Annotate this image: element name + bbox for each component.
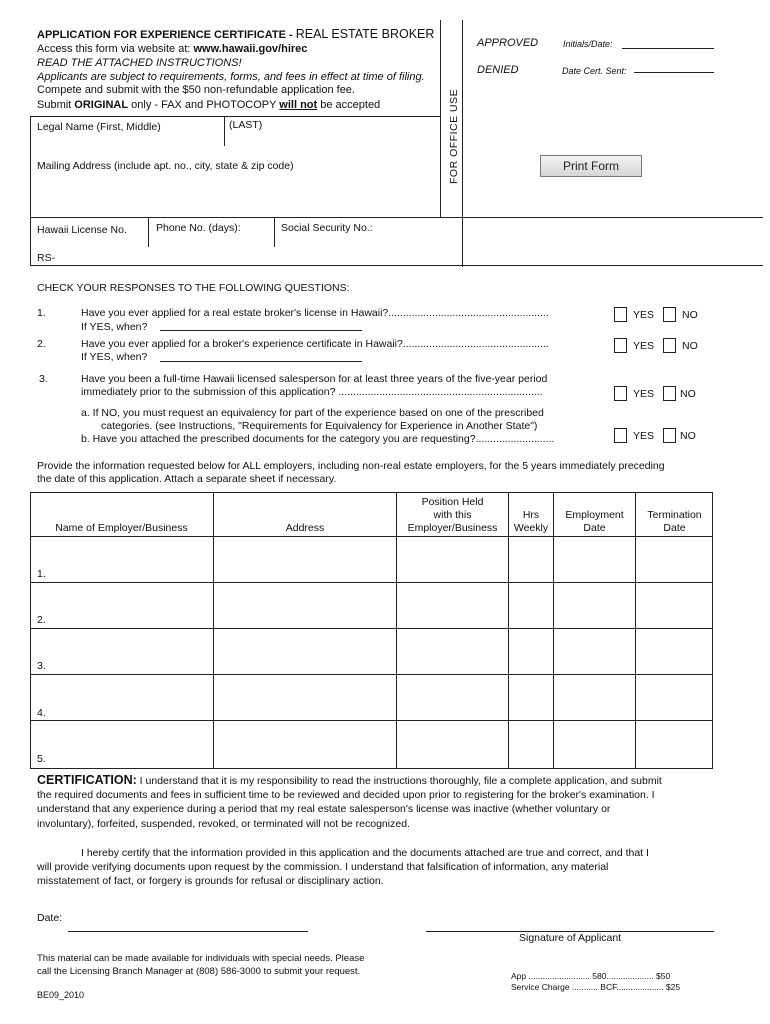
special-needs-line2: call the Licensing Branch Manager at (808) 586-3000 to submit your request.	[37, 966, 361, 977]
q3-no-checkbox[interactable]	[663, 386, 676, 401]
col-header-position-line1: Position Held	[421, 496, 484, 508]
phone-divider	[274, 217, 275, 247]
mailing-address-label: Mailing Address (include apt. no., city, state & zip code)	[37, 160, 294, 172]
office-use-label: FOR OFFICE USE	[448, 88, 460, 184]
office-divider	[440, 20, 441, 218]
subject-line: Applicants are subject to requirements, forms, and fees in effect at time of filing.	[37, 71, 425, 83]
q3a-line2: categories. (see Instructions, "Requirements for Equivalency for Experience in Another State")	[101, 420, 538, 432]
col-header-hrs-line2: Weekly	[513, 522, 549, 534]
q3a-line1: a. If NO, you must request an equivalency for part of the experience based on one of the prescribed	[81, 407, 544, 419]
approved-label: APPROVED	[477, 37, 539, 49]
q1-no-checkbox[interactable]	[663, 307, 676, 322]
col-header-position	[397, 496, 508, 535]
rs-prefix-label: RS-	[37, 252, 56, 264]
certification-p2-line3: misstatement of fact, or forgery is grounds for refusal or disciplinary action.	[37, 875, 384, 887]
col-header-termination-date	[636, 509, 713, 535]
fee-app: App .......................... 580.................... $50	[511, 971, 671, 981]
ssn-field[interactable]	[276, 234, 438, 246]
q3-no-label: NO	[680, 388, 696, 400]
mailing-address-field[interactable]	[31, 173, 439, 215]
q3-number: 3.	[39, 373, 48, 385]
certification-heading: CERTIFICATION:	[37, 773, 137, 787]
license-divider	[148, 217, 149, 247]
phone-label: Phone No. (days):	[156, 222, 241, 234]
col-header-hrs-line1: Hrs	[522, 509, 540, 521]
initials-date-line[interactable]	[622, 48, 714, 49]
q2-number: 2.	[37, 338, 46, 350]
q1-when-line[interactable]	[160, 330, 362, 331]
q3-text-line2: immediately prior to the submission of this application? ......................................................................	[81, 386, 543, 398]
col-header-termination-line1: Termination	[647, 509, 702, 521]
form-title-main: REAL ESTATE BROKER	[295, 27, 435, 41]
certification-p1-line2: the required documents and fees in sufficient time to be reviewed and decided upon prior to registering for the broker's examination. I	[37, 789, 655, 801]
q1-text: Have you ever applied for a real estate broker's license in Hawaii?.......................................................	[81, 307, 549, 319]
ssn-label: Social Security No.:	[281, 222, 373, 234]
denied-label: DENIED	[477, 64, 519, 76]
submit-will-not: will not	[279, 99, 318, 111]
license-row-top	[30, 217, 763, 218]
q1-yes-checkbox[interactable]	[614, 307, 627, 322]
employer-name-field[interactable]	[50, 630, 212, 673]
submit-post: be accepted	[317, 99, 381, 111]
q1-no-label: NO	[682, 309, 698, 321]
table-row-number: 5.	[37, 753, 46, 765]
license-number-field[interactable]	[55, 248, 435, 262]
col-header-address: Address	[285, 522, 325, 534]
date-cert-sent-line[interactable]	[634, 72, 714, 73]
employers-intro-line2: the date of this application. Attach a separate sheet if necessary.	[37, 473, 337, 485]
print-form-button[interactable]: Print Form	[540, 155, 642, 177]
q2-no-checkbox[interactable]	[663, 338, 676, 353]
legal-name-field[interactable]	[31, 134, 223, 146]
compete-line: Compete and submit with the $50 non-refundable application fee.	[37, 84, 355, 96]
form-title	[37, 27, 434, 41]
certification-p2-line2: will provide verifying documents upon request by the commission. I understand that falsification of information, any material	[37, 861, 609, 873]
q3b-yes-checkbox[interactable]	[614, 428, 627, 443]
submit-line	[37, 99, 380, 111]
employer-name-field[interactable]	[50, 584, 212, 627]
date-line[interactable]	[68, 931, 308, 932]
q1-number: 1.	[37, 307, 46, 319]
table-row-number: 1.	[37, 568, 46, 580]
col-header-employment-date	[554, 509, 635, 535]
form-title-prefix: APPLICATION FOR EXPERIENCE CERTIFICATE -	[37, 29, 296, 41]
q2-yes-label: YES	[633, 340, 655, 352]
col-header-position-line2: with this	[433, 509, 472, 521]
signature-label: Signature of Applicant	[519, 932, 622, 944]
info-top-border	[30, 116, 441, 117]
q2-yes-checkbox[interactable]	[614, 338, 627, 353]
q2-when-line[interactable]	[160, 361, 362, 362]
table-row-number: 4.	[37, 707, 46, 719]
legal-name-label: Legal Name (First, Middle)	[37, 121, 161, 133]
access-line	[37, 43, 307, 55]
access-text: Access this form via website at:	[37, 43, 194, 55]
q3-yes-checkbox[interactable]	[614, 386, 627, 401]
col-header-employment-line2: Date	[583, 522, 606, 534]
initials-date-label: Initials/Date:	[563, 39, 613, 49]
date-cert-sent-label: Date Cert. Sent:	[562, 66, 627, 76]
name-divider	[224, 116, 225, 146]
submit-original: ORIGINAL	[74, 99, 129, 111]
office-left-border	[462, 20, 463, 267]
employer-name-field[interactable]	[50, 538, 212, 581]
fee-service-charge: Service Charge ........... BCF.................... $25	[511, 982, 681, 992]
q3b-no-label: NO	[680, 430, 696, 442]
date-label: Date:	[37, 912, 63, 924]
phone-field[interactable]	[150, 234, 272, 246]
col-header-termination-line2: Date	[663, 522, 686, 534]
license-row-bottom	[30, 265, 763, 266]
special-needs-line1: This material can be made available for individuals with special needs. Please	[37, 953, 365, 964]
certification-p1-line3: understand that any experience during a period that my real estate salesperson's license was inactive (whether voluntary or	[37, 803, 611, 815]
q3-yes-label: YES	[633, 388, 655, 400]
col-header-hrs	[509, 509, 553, 535]
submit-pre: Submit	[37, 99, 75, 111]
license-no-label: Hawaii License No.	[37, 224, 127, 236]
last-name-field[interactable]	[226, 134, 438, 146]
certification-p1-line1: I understand that it is my responsibility to read the instructions thoroughly, file a complete application, and submit	[136, 775, 662, 787]
questions-heading: CHECK YOUR RESPONSES TO THE FOLLOWING QUESTIONS:	[37, 282, 350, 294]
employers-intro-line1: Provide the information requested below for ALL employers, including non-real estate employers, for the 5 years immediately preceding	[37, 460, 665, 472]
table-row-number: 3.	[37, 660, 46, 672]
q1-when-label: If YES, when?	[81, 321, 148, 333]
certification-p2-line1: I hereby certify that the information provided in this application and the documents attached are true and correct, and that I	[81, 847, 649, 859]
read-instructions: READ THE ATTACHED INSTRUCTIONS!	[37, 57, 242, 69]
q3-text-line1: Have you been a full-time Hawaii licensed salesperson for at least three years of the five-year period	[81, 373, 548, 385]
q3b-no-checkbox[interactable]	[663, 428, 676, 443]
employers-table	[30, 492, 713, 769]
q3b-yes-label: YES	[633, 430, 655, 442]
q2-no-label: NO	[682, 340, 698, 352]
certification-p1-line4: involuntary), forfeited, suspended, revoked, or terminated will not be recognized.	[37, 818, 410, 830]
q2-text: Have you ever applied for a broker's experience certificate in Hawaii?..................................................	[81, 338, 549, 350]
submit-mid: only - FAX and PHOTOCOPY	[128, 99, 280, 111]
certification-line1	[37, 773, 662, 787]
col-header-name: Name of Employer/Business	[55, 522, 188, 534]
table-row-number: 2.	[37, 614, 46, 626]
employer-name-field[interactable]	[50, 722, 212, 767]
q1-yes-label: YES	[633, 309, 655, 321]
form-code: BE09_2010	[37, 990, 85, 1000]
col-header-position-line3: Employer/Business	[407, 522, 498, 534]
employer-name-field[interactable]	[50, 676, 212, 719]
col-header-employment-line1: Employment	[565, 509, 624, 521]
q3b-text: b. Have you attached the prescribed documents for the category you are requesting?...........................	[81, 433, 555, 445]
q2-when-label: If YES, when?	[81, 351, 148, 363]
last-name-label: (LAST)	[229, 119, 263, 131]
website-link[interactable]: www.hawaii.gov/hirec	[193, 43, 308, 55]
